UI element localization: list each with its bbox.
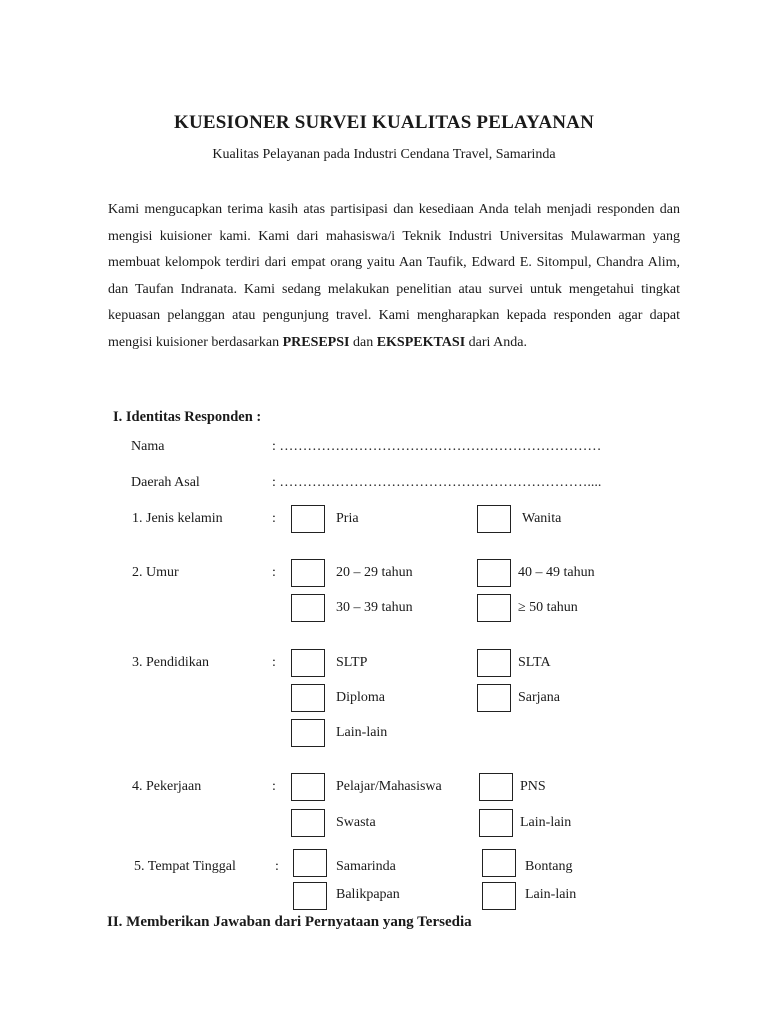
option-samarinda: Samarinda bbox=[336, 859, 396, 874]
intro-paragraph bbox=[108, 197, 680, 356]
colon: : bbox=[272, 779, 276, 794]
pekerjaan-label: 4. Pekerjaan bbox=[132, 779, 202, 794]
checkbox-samarinda[interactable] bbox=[293, 849, 327, 877]
option-wanita: Wanita bbox=[522, 511, 562, 526]
option-30-39: 30 – 39 tahun bbox=[336, 600, 413, 615]
option-tinggal-lain: Lain-lain bbox=[525, 887, 577, 902]
option-40-49: 40 – 49 tahun bbox=[518, 565, 595, 580]
nama-label: Nama bbox=[131, 439, 165, 454]
umur-label: 2. Umur bbox=[132, 565, 179, 580]
option-pns: PNS bbox=[520, 779, 546, 794]
checkbox-pria[interactable] bbox=[291, 505, 325, 533]
intro-text: dan bbox=[349, 334, 377, 350]
nama-field[interactable]: : …………………………………………………………… bbox=[272, 439, 602, 454]
colon: : bbox=[272, 565, 276, 580]
option-pekerjaan-lain: Lain-lain bbox=[520, 815, 572, 830]
option-pendidikan-lain: Lain-lain bbox=[336, 725, 388, 740]
intro-text: Kami mengucapkan terima kasih atas partisipasi dan kesediaan Anda telah menjadi responden dan mengisi kuisioner kami. Kami dari mahasiswa/i Teknik Industri Universitas Mulawarman yang membuat kelompok terdiri dari empat orang yaitu Aan Taufik, Edward E. Sitompul, Chandra Alim, dan Taufan Indranata. Kami sedang melakukan penelitian atau survei untuk mengetahui tingkat kepuasan pelanggan atau pengunjung travel. Kami mengharapkan kepada responden agar dapat mengisi kuisioner berdasarkan bbox=[108, 202, 680, 350]
option-pria: Pria bbox=[336, 511, 359, 526]
colon: : bbox=[275, 859, 279, 874]
checkbox-20-29[interactable] bbox=[291, 559, 325, 587]
checkbox-bontang[interactable] bbox=[482, 849, 516, 877]
option-diploma: Diploma bbox=[336, 690, 385, 705]
checkbox-tinggal-lain[interactable] bbox=[482, 882, 516, 910]
document-title: KUESIONER SURVEI KUALITAS PELAYANAN bbox=[173, 112, 595, 133]
checkbox-pendidikan-lain[interactable] bbox=[291, 719, 325, 747]
checkbox-30-39[interactable] bbox=[291, 594, 325, 622]
checkbox-balikpapan[interactable] bbox=[293, 882, 327, 910]
checkbox-sltp[interactable] bbox=[291, 649, 325, 677]
jenis-kelamin-label: 1. Jenis kelamin bbox=[132, 511, 223, 526]
colon: : bbox=[272, 655, 276, 670]
option-50-plus: ≥ 50 tahun bbox=[518, 600, 578, 615]
tempat-tinggal-label: 5. Tempat Tinggal bbox=[134, 859, 236, 874]
option-balikpapan: Balikpapan bbox=[336, 887, 400, 902]
option-swasta: Swasta bbox=[336, 815, 376, 830]
checkbox-50-plus[interactable] bbox=[477, 594, 511, 622]
checkbox-swasta[interactable] bbox=[291, 809, 325, 837]
option-sltp: SLTP bbox=[336, 655, 368, 670]
option-sarjana: Sarjana bbox=[518, 690, 560, 705]
checkbox-pelajar[interactable] bbox=[291, 773, 325, 801]
checkbox-slta[interactable] bbox=[477, 649, 511, 677]
pendidikan-label: 3. Pendidikan bbox=[132, 655, 209, 670]
colon: : bbox=[272, 511, 276, 526]
intro-text: dari Anda. bbox=[465, 334, 527, 350]
intro-bold-presepsi: PRESEPSI bbox=[282, 334, 350, 350]
checkbox-pns[interactable] bbox=[479, 773, 513, 801]
checkbox-diploma[interactable] bbox=[291, 684, 325, 712]
checkbox-sarjana[interactable] bbox=[477, 684, 511, 712]
document-subtitle: Kualitas Pelayanan pada Industri Cendana Travel, Samarinda bbox=[212, 147, 556, 162]
intro-bold-ekspektasi: EKSPEKTASI bbox=[376, 334, 466, 350]
option-20-29: 20 – 29 tahun bbox=[336, 565, 413, 580]
section-2-heading: II. Memberikan Jawaban dari Pernyataan yang Tersedia bbox=[107, 914, 472, 930]
checkbox-wanita[interactable] bbox=[477, 505, 511, 533]
checkbox-40-49[interactable] bbox=[477, 559, 511, 587]
option-slta: SLTA bbox=[518, 655, 551, 670]
section-1-heading: I. Identitas Responden : bbox=[113, 409, 262, 425]
option-bontang: Bontang bbox=[525, 859, 573, 874]
checkbox-pekerjaan-lain[interactable] bbox=[479, 809, 513, 837]
option-pelajar: Pelajar/Mahasiswa bbox=[336, 779, 442, 794]
daerah-asal-label: Daerah Asal bbox=[131, 475, 200, 490]
daerah-asal-field[interactable]: : ………………………………………………………….... bbox=[272, 475, 602, 490]
